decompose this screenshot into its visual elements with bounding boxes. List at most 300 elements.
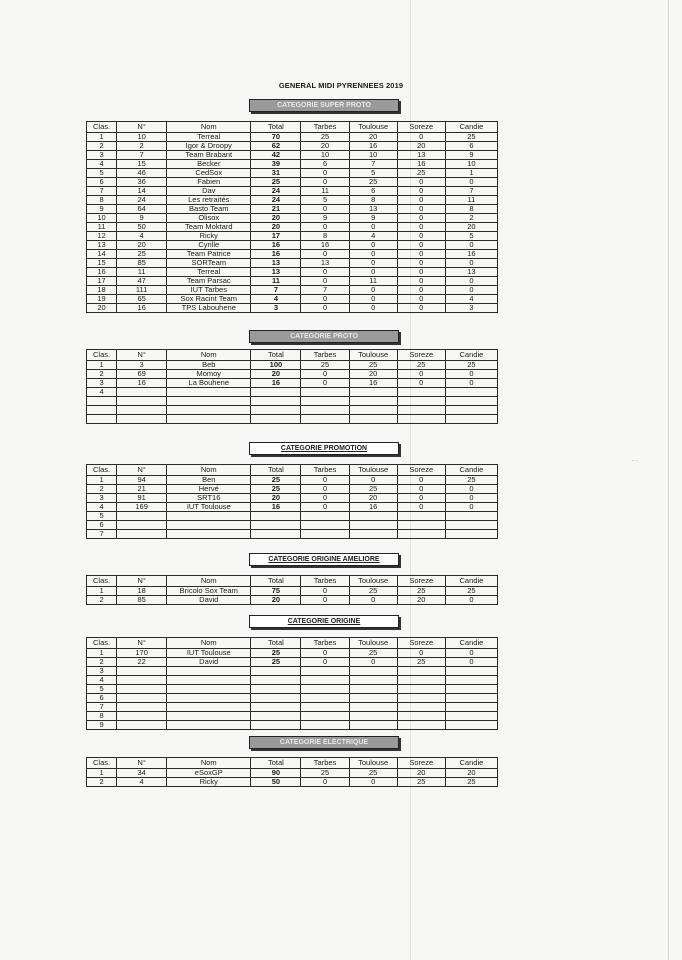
table-cell: 6 [301, 160, 349, 169]
column-header: Nom [167, 465, 251, 476]
table-cell: 17 [251, 232, 301, 241]
table-cell: 0 [445, 649, 497, 658]
table-cell [445, 406, 497, 415]
table-cell: 0 [349, 223, 397, 232]
table-cell [117, 406, 167, 415]
table-row [87, 521, 498, 530]
table-cell: Terreal [167, 133, 251, 142]
column-header: Nom [167, 122, 251, 133]
table-cell: 0 [301, 178, 349, 187]
table-cell: 0 [397, 250, 445, 259]
table-cell: 0 [397, 379, 445, 388]
table-cell: TPS Labouhene [167, 304, 251, 313]
table-cell: SORTeam [167, 259, 251, 268]
table-cell: 16 [349, 503, 397, 512]
column-header: Total [251, 122, 301, 133]
table-row [87, 596, 498, 605]
table-cell: 0 [445, 259, 497, 268]
table-cell: 2 [87, 485, 117, 494]
table-cell: 0 [301, 596, 349, 605]
table-cell [251, 521, 301, 530]
table-row [87, 187, 498, 196]
table-cell: 0 [349, 476, 397, 485]
table-cell: 4 [117, 232, 167, 241]
column-header: Clas. [87, 638, 117, 649]
category-title-promotion: CATEGORIE PROMOTION [249, 442, 399, 455]
table-cell [301, 415, 349, 424]
table-row [87, 494, 498, 503]
table-cell: 0 [301, 370, 349, 379]
table-cell [301, 694, 349, 703]
table-cell: 13 [251, 259, 301, 268]
table-cell: 1 [87, 649, 117, 658]
table-row [87, 769, 498, 778]
column-header: Candie [445, 638, 497, 649]
table-cell: 14 [87, 250, 117, 259]
table-cell: 2 [117, 142, 167, 151]
table-cell: 20 [251, 494, 301, 503]
table-cell [397, 530, 445, 539]
table-cell: 47 [117, 277, 167, 286]
table-cell: 20 [445, 223, 497, 232]
table-cell: 5 [349, 169, 397, 178]
table-cell: 13 [445, 268, 497, 277]
table-cell: 25 [349, 587, 397, 596]
table-cell: 25 [445, 587, 497, 596]
table-cell: 16 [251, 503, 301, 512]
table-cell: 9 [349, 214, 397, 223]
table-cell: 16 [251, 250, 301, 259]
table-cell: 2 [445, 214, 497, 223]
column-header: Candie [445, 122, 497, 133]
table-cell: 5 [87, 169, 117, 178]
table-cell [167, 512, 251, 521]
table-cell: 8 [87, 196, 117, 205]
table-cell [251, 388, 301, 397]
category-title-origine: CATEGORIE ORIGINE [249, 615, 399, 628]
table-cell [445, 397, 497, 406]
category-title-origine-ameliore: CATEGORIE ORIGINE AMELIORE [249, 553, 399, 566]
category-title-proto: CATEGORIE PROTO [249, 330, 399, 343]
table-cell: 64 [117, 205, 167, 214]
column-header: N° [117, 638, 167, 649]
table-cell [301, 530, 349, 539]
table-cell: 25 [397, 361, 445, 370]
table-cell: Team Patrice [167, 250, 251, 259]
table-cell: Olisox [167, 214, 251, 223]
table-cell: 8 [349, 196, 397, 205]
table-cell: 20 [251, 370, 301, 379]
table-cell: 50 [117, 223, 167, 232]
table-cell: 25 [349, 649, 397, 658]
table-cell [117, 512, 167, 521]
table-row [87, 685, 498, 694]
table-cell: 25 [301, 361, 349, 370]
table-cell: 22 [117, 658, 167, 667]
table-cell: 20 [87, 304, 117, 313]
table-cell [117, 415, 167, 424]
table-cell: 18 [117, 587, 167, 596]
column-header: Tarbes [301, 638, 349, 649]
table-cell [251, 676, 301, 685]
table-cell [397, 694, 445, 703]
table-cell: 0 [397, 295, 445, 304]
table-cell: 16 [301, 241, 349, 250]
table-cell: 0 [445, 178, 497, 187]
table-row [87, 397, 498, 406]
table-cell: 0 [301, 205, 349, 214]
table-cell [445, 521, 497, 530]
table-cell: Bricolo Sox Team [167, 587, 251, 596]
table-cell [397, 415, 445, 424]
table-row [87, 295, 498, 304]
column-header: Candie [445, 576, 497, 587]
table-cell: 0 [397, 485, 445, 494]
table-row [87, 151, 498, 160]
table-cell: 17 [87, 277, 117, 286]
table-cell: 0 [349, 778, 397, 787]
table-row [87, 778, 498, 787]
table-cell: 3 [87, 494, 117, 503]
table-cell: 20 [117, 241, 167, 250]
table-header-row [87, 465, 498, 476]
table-cell: 5 [445, 232, 497, 241]
table-row [87, 133, 498, 142]
table-cell: 100 [251, 361, 301, 370]
table-cell [349, 676, 397, 685]
table-row [87, 223, 498, 232]
table-cell [445, 676, 497, 685]
table-cell: 0 [397, 370, 445, 379]
results-table-electrique [86, 757, 498, 787]
table-cell: 0 [397, 476, 445, 485]
table-cell [251, 712, 301, 721]
column-header: Tarbes [301, 465, 349, 476]
table-cell [167, 397, 251, 406]
column-header: Toulouse [349, 122, 397, 133]
table-cell: 0 [397, 196, 445, 205]
table-cell: 0 [445, 241, 497, 250]
table-cell: 3 [87, 151, 117, 160]
table-cell [301, 406, 349, 415]
table-row [87, 286, 498, 295]
table-cell: 4 [445, 295, 497, 304]
table-cell: 7 [349, 160, 397, 169]
column-header: Clas. [87, 465, 117, 476]
column-header: Total [251, 758, 301, 769]
table-cell: Team Moktard [167, 223, 251, 232]
table-cell: 0 [445, 503, 497, 512]
table-cell [445, 388, 497, 397]
table-cell: 25 [445, 778, 497, 787]
table-cell [349, 512, 397, 521]
table-cell: 2 [87, 658, 117, 667]
table-cell: 12 [87, 232, 117, 241]
table-row [87, 214, 498, 223]
table-cell: Basto Team [167, 205, 251, 214]
table-cell [117, 712, 167, 721]
table-row [87, 388, 498, 397]
table-cell: 0 [397, 178, 445, 187]
table-cell [251, 703, 301, 712]
table-cell: Ben [167, 476, 251, 485]
table-cell: 15 [117, 160, 167, 169]
table-cell [445, 694, 497, 703]
table-cell: 25 [349, 769, 397, 778]
column-header: Nom [167, 576, 251, 587]
table-cell: 36 [117, 178, 167, 187]
table-row [87, 178, 498, 187]
table-cell [167, 415, 251, 424]
table-cell: 13 [87, 241, 117, 250]
table-cell [349, 521, 397, 530]
table-cell [349, 397, 397, 406]
table-cell [251, 512, 301, 521]
category-title-electrique: CATEGORIE ELECTRIQUE [249, 736, 399, 749]
table-cell: 0 [349, 268, 397, 277]
table-cell: 0 [301, 250, 349, 259]
table-cell: 0 [397, 214, 445, 223]
table-cell: 4 [87, 160, 117, 169]
column-header: Soreze [397, 350, 445, 361]
table-cell: 20 [251, 214, 301, 223]
table-cell: 9 [301, 214, 349, 223]
table-cell: 0 [397, 241, 445, 250]
table-cell [117, 388, 167, 397]
table-cell: 10 [349, 151, 397, 160]
table-cell [87, 415, 117, 424]
table-cell: 2 [87, 370, 117, 379]
table-cell [301, 703, 349, 712]
column-header: Toulouse [349, 465, 397, 476]
table-cell: Team Brabant [167, 151, 251, 160]
page-edge-line [668, 0, 669, 960]
table-cell: 3 [87, 667, 117, 676]
table-cell: 16 [349, 142, 397, 151]
table-cell: 20 [301, 142, 349, 151]
table-cell: 0 [445, 286, 497, 295]
table-cell [397, 721, 445, 730]
table-header-row [87, 638, 498, 649]
table-cell: 25 [251, 485, 301, 494]
table-cell: 91 [117, 494, 167, 503]
table-cell [251, 694, 301, 703]
column-header: Nom [167, 758, 251, 769]
table-cell: 50 [251, 778, 301, 787]
table-cell [167, 676, 251, 685]
table-row [87, 694, 498, 703]
table-cell [445, 512, 497, 521]
table-cell: 70 [251, 133, 301, 142]
table-cell: 42 [251, 151, 301, 160]
table-cell: 0 [445, 494, 497, 503]
table-cell: SRT16 [167, 494, 251, 503]
column-header: Total [251, 350, 301, 361]
table-cell: 90 [251, 769, 301, 778]
table-cell [87, 397, 117, 406]
table-cell [167, 667, 251, 676]
table-cell [251, 406, 301, 415]
table-cell: 0 [301, 587, 349, 596]
table-cell: Dav [167, 187, 251, 196]
table-cell: 25 [397, 778, 445, 787]
table-cell: 6 [445, 142, 497, 151]
table-cell: 9 [117, 214, 167, 223]
table-cell [397, 397, 445, 406]
table-cell: 0 [397, 133, 445, 142]
table-cell: 0 [397, 503, 445, 512]
table-cell: 0 [397, 232, 445, 241]
table-cell: 170 [117, 649, 167, 658]
table-cell: 11 [445, 196, 497, 205]
table-row [87, 485, 498, 494]
table-cell: 25 [349, 178, 397, 187]
results-table-origine-ameliore [86, 575, 498, 605]
table-cell: 0 [301, 658, 349, 667]
table-cell [445, 667, 497, 676]
table-cell: Beb [167, 361, 251, 370]
table-cell: 20 [349, 370, 397, 379]
table-cell: 3 [87, 379, 117, 388]
table-cell: 10 [87, 214, 117, 223]
table-cell: 24 [251, 196, 301, 205]
table-cell: 25 [349, 485, 397, 494]
table-cell: 20 [397, 596, 445, 605]
column-header: Candie [445, 350, 497, 361]
table-cell: 16 [251, 241, 301, 250]
table-row [87, 658, 498, 667]
table-cell: 25 [397, 169, 445, 178]
table-cell: 7 [87, 703, 117, 712]
table-cell [167, 521, 251, 530]
table-cell [445, 685, 497, 694]
column-header: Toulouse [349, 758, 397, 769]
table-cell [349, 685, 397, 694]
table-cell: Igor & Droopy [167, 142, 251, 151]
table-cell [349, 667, 397, 676]
table-cell [117, 676, 167, 685]
table-cell: Hervé [167, 485, 251, 494]
table-cell: David [167, 596, 251, 605]
column-header: Clas. [87, 758, 117, 769]
table-cell: 0 [301, 485, 349, 494]
table-cell [117, 694, 167, 703]
table-cell [397, 388, 445, 397]
table-cell: 0 [301, 494, 349, 503]
column-header: Soreze [397, 122, 445, 133]
table-cell: 6 [87, 694, 117, 703]
table-cell: 3 [445, 304, 497, 313]
table-cell: 11 [301, 187, 349, 196]
table-cell: 85 [117, 596, 167, 605]
table-cell [445, 415, 497, 424]
column-header: Tarbes [301, 758, 349, 769]
table-cell: 0 [397, 223, 445, 232]
table-cell: Cyrille [167, 241, 251, 250]
table-row [87, 415, 498, 424]
table-cell: Fabien [167, 178, 251, 187]
table-cell [301, 721, 349, 730]
table-cell [117, 685, 167, 694]
document-title: GENERAL MIDI PYRENNEES 2019 [278, 81, 404, 90]
column-header: Soreze [397, 465, 445, 476]
table-cell: 16 [117, 379, 167, 388]
table-cell: 20 [349, 133, 397, 142]
table-cell: 11 [251, 277, 301, 286]
column-header: Clas. [87, 576, 117, 587]
table-cell: 25 [445, 133, 497, 142]
table-cell: Sox Racint Team [167, 295, 251, 304]
table-cell: 20 [397, 142, 445, 151]
table-row [87, 667, 498, 676]
table-cell: 34 [117, 769, 167, 778]
table-cell: 0 [445, 596, 497, 605]
table-cell: 1 [87, 476, 117, 485]
table-cell: 0 [349, 241, 397, 250]
table-cell: 16 [445, 250, 497, 259]
table-cell: 16 [349, 379, 397, 388]
results-table-super-proto [86, 121, 498, 313]
table-row [87, 530, 498, 539]
table-cell [301, 712, 349, 721]
table-cell [349, 694, 397, 703]
table-cell: 2 [87, 596, 117, 605]
table-row [87, 142, 498, 151]
table-cell [445, 703, 497, 712]
table-cell: 31 [251, 169, 301, 178]
scan-speck: - - [632, 458, 638, 464]
table-cell: 9 [445, 151, 497, 160]
table-cell [445, 712, 497, 721]
table-cell [167, 712, 251, 721]
table-cell: 0 [349, 658, 397, 667]
table-cell: 20 [251, 596, 301, 605]
table-cell: 4 [117, 778, 167, 787]
table-cell: 25 [397, 587, 445, 596]
table-cell: Terreal [167, 268, 251, 277]
table-cell [251, 667, 301, 676]
table-cell: 8 [301, 232, 349, 241]
table-cell [301, 512, 349, 521]
table-cell: 10 [301, 151, 349, 160]
table-cell: 25 [349, 361, 397, 370]
table-cell: 169 [117, 503, 167, 512]
table-cell: 18 [87, 286, 117, 295]
table-cell: 2 [87, 778, 117, 787]
table-cell: Les retraités [167, 196, 251, 205]
table-cell [301, 521, 349, 530]
table-cell: 21 [251, 205, 301, 214]
table-cell: 0 [301, 295, 349, 304]
table-cell [167, 406, 251, 415]
table-cell: 25 [301, 133, 349, 142]
table-cell [251, 415, 301, 424]
table-cell [397, 703, 445, 712]
table-cell: 11 [117, 268, 167, 277]
table-header-row [87, 122, 498, 133]
column-header: Total [251, 638, 301, 649]
table-cell: 19 [87, 295, 117, 304]
table-cell [445, 721, 497, 730]
table-cell: 0 [445, 277, 497, 286]
column-header: N° [117, 122, 167, 133]
table-cell: 46 [117, 169, 167, 178]
table-cell: 0 [397, 187, 445, 196]
table-cell: La Bouhene [167, 379, 251, 388]
table-row [87, 587, 498, 596]
column-header: Candie [445, 465, 497, 476]
table-cell [397, 512, 445, 521]
